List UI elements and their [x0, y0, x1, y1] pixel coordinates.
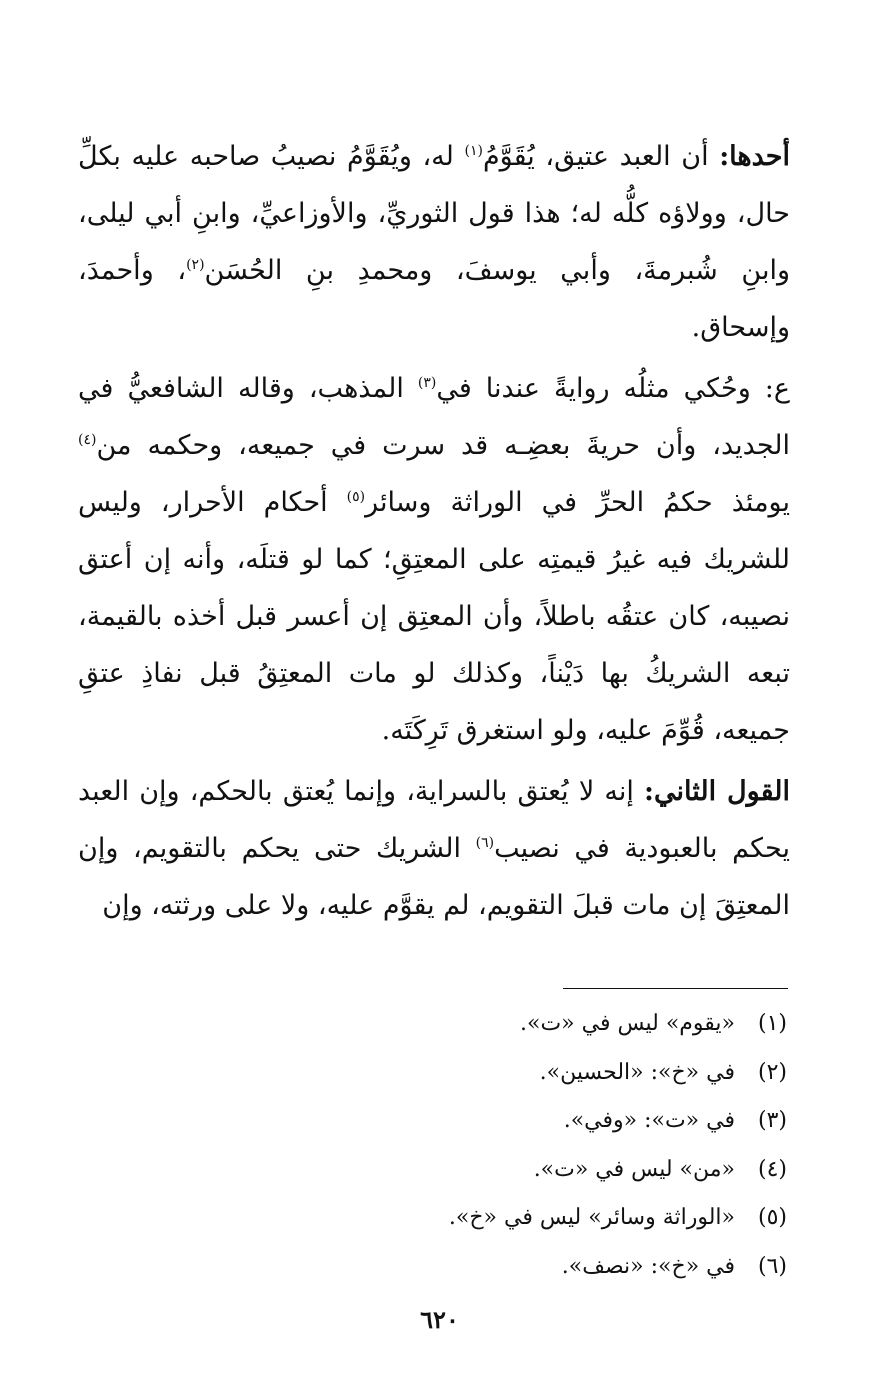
text-segment: له، ويُقَوَّمُ نصيبُ صاحبه عليه بكلِّ حال، وولاؤه كلُّه له؛ هذا قول الثوريِّ، والأوزاعيِّ، وابنِ أبي ليلى، وابنِ شُبرمةَ، وأبي يوسفَ، ومحمدِ بنِ الحُسَن: [78, 141, 790, 286]
footnote-text: «من» ليس في «ت».: [533, 1156, 735, 1182]
footnote-number: (٥): [757, 1205, 787, 1230]
footnote: [87, 1243, 787, 1292]
footnote: [87, 1000, 787, 1049]
footnote-text: في «خ»: «نصف».: [561, 1253, 735, 1279]
footnote-reference: (٣): [417, 375, 437, 391]
paragraph: [78, 128, 790, 356]
footnote: [87, 1097, 787, 1146]
footnote-reference: (٦): [475, 835, 495, 851]
text-segment: ع: وحُكي مثلُه روايةً عندنا في: [436, 373, 790, 404]
text-segment: المذهب، وقاله الشافعيُّ في الجديد، وأن حريةَ بعضِـه قد سرت في جميعه، وحكمه من: [78, 373, 790, 461]
footnote: [87, 1194, 787, 1243]
text-segment: الشريك حتى يحكم بالتقويم، وإن المعتِقَ إن مات قبلَ التقويم، لم يقوَّم عليه، ولا على ورثته، وإن: [78, 833, 790, 921]
paragraph-lead: القول الثاني:: [644, 776, 790, 807]
footnote-reference: (٤): [78, 432, 97, 448]
footnote-number: (٤): [757, 1156, 787, 1182]
paragraph: [78, 763, 790, 934]
footnote-number: (٢): [757, 1059, 787, 1085]
footnote-separator: [563, 988, 788, 989]
footnote-reference: (١): [464, 143, 483, 159]
footnote-number: (٣): [757, 1108, 787, 1133]
footnote: [87, 1049, 787, 1098]
footnote-number: (٦): [757, 1253, 787, 1279]
paragraph: [78, 360, 790, 759]
footnote-text: في «خ»: «الحسين».: [539, 1059, 735, 1085]
footnote-number: (١): [757, 1011, 787, 1036]
footnote-text: في «ت»: «وفي».: [563, 1108, 735, 1133]
paragraph-lead: أحدها:: [719, 141, 790, 172]
page-number: ٦٢٠: [420, 1305, 459, 1334]
footnote-text: «يقوم» ليس في «ت».: [519, 1011, 735, 1036]
text-segment: ، وأحمدَ، وإسحاق.: [78, 255, 790, 343]
footnote-reference: (٥): [346, 489, 366, 505]
footnote-reference: (٢): [186, 257, 205, 273]
footnote-text: «الوراثة وسائر» ليس في «خ».: [448, 1205, 735, 1230]
footnote: [87, 1146, 787, 1195]
main-text: [78, 128, 790, 934]
text-segment: أحكام الأحرار، وليس للشريك فيه غيرُ قيمتِه على المعتِقِ؛ كما لو قتلَه، وأنه إن أعتق نصيبه، كان عتقُه باطلاً، وأن المعتِق إن أعسر قبل أخذه بالقيمة، تبعه الشريكُ بها دَيْناً، وكذلك لو مات المعتِقُ قبل نفاذِ عتقِ جميعه، قُوِّمَ عليه، ولو استغرق تَرِكَتَه.: [78, 487, 790, 746]
footnotes: [87, 1000, 787, 1291]
text-segment: إنه لا يُعتق بالسراية، وإنما يُعتق بالحكم، وإن العبد يحكم بالعبودية في نصيب: [78, 776, 790, 864]
text-segment: أن العبد عتيق، يُقَوَّمُ: [482, 141, 720, 172]
text-segment: يومئذ حكمُ الحرِّ في الوراثة وسائر: [365, 487, 790, 518]
